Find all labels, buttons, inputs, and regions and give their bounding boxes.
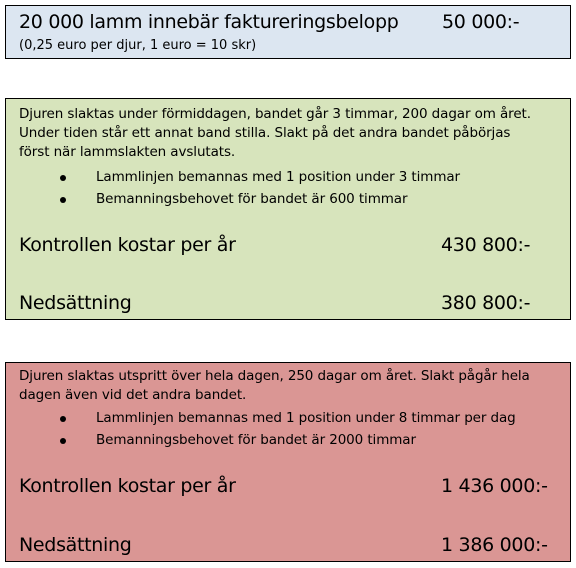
scenario-b-bullet-1: Lammlinjen bemannas med 1 position under 8 timmar per dag bbox=[96, 410, 516, 426]
scenario-a-paragraph-line-3: först när lammslakten avslutats. bbox=[19, 144, 236, 160]
scenario-b-bullet-2: Bemanningsbehovet för bandet är 2000 timmar bbox=[96, 432, 416, 448]
scenario-a-reduction-value: 380 800:- bbox=[441, 292, 531, 314]
scenario-a-cost-value: 430 800:- bbox=[441, 234, 531, 256]
summary-note: (0,25 euro per djur, 1 euro = 10 skr) bbox=[19, 38, 257, 53]
scenario-b-box bbox=[5, 362, 571, 562]
scenario-b-cost-value: 1 436 000:- bbox=[441, 475, 548, 497]
scenario-b-reduction-value: 1 386 000:- bbox=[441, 534, 548, 556]
scenario-b-paragraph-line-2: dagen även vid det andra bandet. bbox=[19, 387, 247, 403]
summary-amount: 50 000:- bbox=[442, 11, 520, 33]
scenario-a-cost-label: Kontrollen kostar per år bbox=[19, 234, 236, 256]
scenario-a-reduction-label: Nedsättning bbox=[19, 292, 132, 314]
scenario-b-reduction-label: Nedsättning bbox=[19, 534, 132, 556]
bullet-dot-icon bbox=[60, 438, 66, 444]
summary-box bbox=[5, 5, 571, 59]
scenario-a-box bbox=[5, 98, 571, 320]
bullet-dot-icon bbox=[60, 416, 66, 422]
scenario-b-paragraph-line-1: Djuren slaktas utspritt över hela dagen, 250 dagar om året. Slakt pågår hela bbox=[19, 368, 530, 384]
bullet-dot-icon bbox=[60, 197, 66, 203]
scenario-a-paragraph-line-2: Under tiden står ett annat band stilla. Slakt på det andra bandet påbörjas bbox=[19, 125, 511, 141]
summary-headline: 20 000 lamm innebär faktureringsbelopp bbox=[19, 11, 399, 33]
bullet-dot-icon bbox=[60, 175, 66, 181]
scenario-b-cost-label: Kontrollen kostar per år bbox=[19, 475, 236, 497]
scenario-a-bullet-2: Bemanningsbehovet för bandet är 600 timmar bbox=[96, 191, 408, 207]
scenario-a-paragraph-line-1: Djuren slaktas under förmiddagen, bandet går 3 timmar, 200 dagar om året. bbox=[19, 106, 531, 122]
scenario-a-bullet-1: Lammlinjen bemannas med 1 position under 3 timmar bbox=[96, 169, 461, 185]
